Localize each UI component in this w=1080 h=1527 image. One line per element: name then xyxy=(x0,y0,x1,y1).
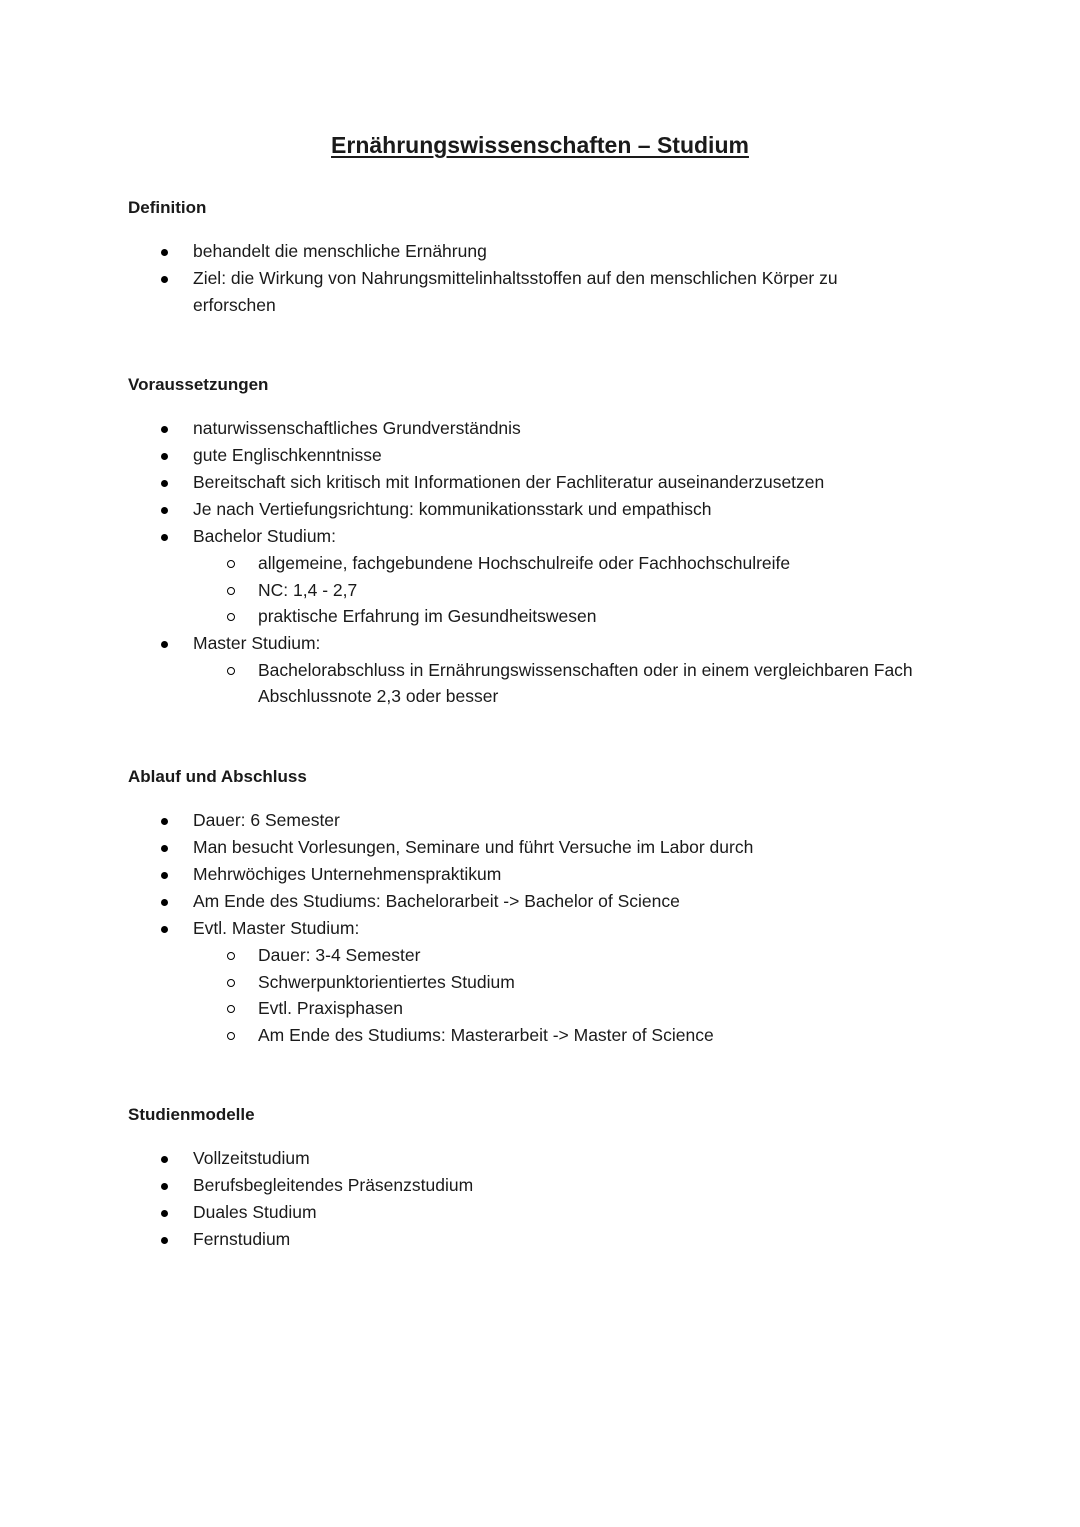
list-item: behandelt die menschliche Ernährung xyxy=(128,238,988,265)
list-item: Man besucht Vorlesungen, Seminare und führt Versuche im Labor durch xyxy=(128,834,988,861)
section-heading: Studienmodelle xyxy=(128,1105,255,1124)
sub-list-item: allgemeine, fachgebundene Hochschulreife oder Fachhochschulreife xyxy=(128,550,988,577)
bullet-icon xyxy=(161,480,168,487)
list-item: Bereitschaft sich kritisch mit Informationen der Fachliteratur auseinanderzusetzen xyxy=(128,469,988,496)
list-item: Vollzeitstudium xyxy=(128,1145,988,1172)
list-item: naturwissenschaftliches Grundverständnis xyxy=(128,415,988,442)
bullet-icon xyxy=(161,926,168,933)
section-definition xyxy=(128,197,988,319)
bullet-icon xyxy=(161,1183,168,1190)
bullet-icon xyxy=(161,507,168,514)
list-item: Fernstudium xyxy=(128,1226,988,1253)
sub-list-item: NC: 1,4 - 2,7 xyxy=(128,577,988,604)
sub-list xyxy=(193,657,988,710)
bullet-list xyxy=(128,807,988,1048)
bullet-icon xyxy=(161,1156,168,1163)
sub-list-item: Am Ende des Studiums: Masterarbeit -> Master of Science xyxy=(128,1022,988,1049)
sub-list-item: Dauer: 3-4 Semester xyxy=(128,942,988,969)
circle-bullet-icon xyxy=(227,979,235,987)
page-title: Ernährungswissenschaften – Studium xyxy=(331,132,749,158)
bullet-icon xyxy=(161,899,168,906)
sub-list xyxy=(193,942,988,1048)
list-item: Mehrwöchiges Unternehmenspraktikum xyxy=(128,861,988,888)
bullet-icon xyxy=(161,426,168,433)
circle-bullet-icon xyxy=(227,1032,235,1040)
circle-bullet-icon xyxy=(227,1005,235,1013)
bullet-icon xyxy=(161,453,168,460)
list-item: Duales Studium xyxy=(128,1199,988,1226)
sub-list-item: Evtl. Praxisphasen xyxy=(128,995,988,1022)
section-ablauf xyxy=(128,766,988,1048)
circle-bullet-icon xyxy=(227,587,235,595)
section-heading: Definition xyxy=(128,198,207,217)
list-item: Dauer: 6 Semester xyxy=(128,807,988,834)
bullet-icon xyxy=(161,845,168,852)
sub-list-item: Schwerpunktorientiertes Studium xyxy=(128,969,988,996)
bullet-icon xyxy=(161,249,168,256)
section-heading: Ablauf und Abschluss xyxy=(128,767,307,786)
bullet-icon xyxy=(161,818,168,825)
bullet-icon xyxy=(161,276,168,283)
bullet-icon xyxy=(161,1210,168,1217)
list-item: Ziel: die Wirkung von Nahrungsmittelinhaltsstoffen auf den menschlichen Körper zu erforschen xyxy=(128,265,988,319)
circle-bullet-icon xyxy=(227,560,235,568)
bullet-icon xyxy=(161,534,168,541)
circle-bullet-icon xyxy=(227,667,235,675)
section-heading: Voraussetzungen xyxy=(128,375,269,394)
section-voraussetzungen xyxy=(128,374,988,710)
list-item: Berufsbegleitendes Präsenzstudium xyxy=(128,1172,988,1199)
bullet-icon xyxy=(161,872,168,879)
list-item: Je nach Vertiefungsrichtung: kommunikationsstark und empathisch xyxy=(128,496,988,523)
bullet-icon xyxy=(161,641,168,648)
circle-bullet-icon xyxy=(227,952,235,960)
bullet-list xyxy=(128,415,988,710)
list-item: Bachelor Studium: allgemeine, fachgebundene Hochschulreife oder Fachhochschulreife NC: 1,4 - 2,7 praktische Erfahrung im Gesundheitswesen xyxy=(128,523,988,630)
list-item: Am Ende des Studiums: Bachelorarbeit -> Bachelor of Science xyxy=(128,888,988,915)
list-item: Evtl. Master Studium: Dauer: 3-4 Semester Schwerpunktorientiertes Studium Evtl. Praxisphasen Am Ende des Studiums: Masterarbeit -> Master of Science xyxy=(128,915,988,1048)
section-studienmodelle xyxy=(128,1104,988,1253)
bullet-list xyxy=(128,1145,988,1253)
bullet-list xyxy=(128,238,988,319)
list-item: gute Englischkenntnisse xyxy=(128,442,988,469)
circle-bullet-icon xyxy=(227,613,235,621)
sub-list-item: Bachelorabschluss in Ernährungswissenschaften oder in einem vergleichbaren Fach Abschlussnote 2,3 oder besser xyxy=(128,657,988,710)
bullet-icon xyxy=(161,1237,168,1244)
sub-list xyxy=(193,550,988,630)
sub-list-item: praktische Erfahrung im Gesundheitswesen xyxy=(128,603,988,630)
list-item: Master Studium: Bachelorabschluss in Ernährungswissenschaften oder in einem vergleichbaren Fach Abschlussnote 2,3 oder besser xyxy=(128,630,988,710)
